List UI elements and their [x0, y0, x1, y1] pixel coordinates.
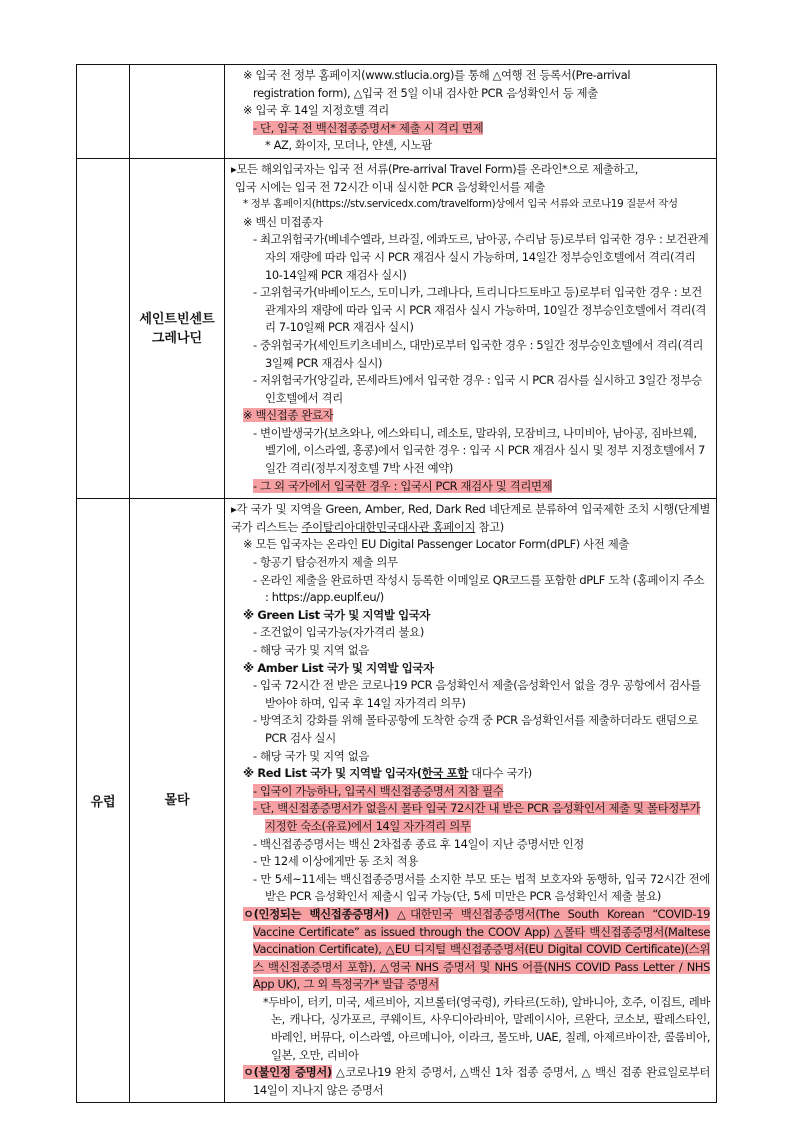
region-cell — [77, 158, 130, 498]
country-name-line1: 세인트빈센트 — [139, 311, 215, 327]
green-title: ※ Green List 국가 및 지역발 입국자 — [243, 607, 431, 622]
dplf-title: ※ 모든 입국자는 온라인 EU Digital Passenger Locator Form(dPLF) 사전 제출 — [243, 537, 630, 552]
rule-line-highlight: - 단, 백신접종증명서가 없을시 몰타 입국 72시간 내 받은 PCR 음성확인서 제출 및 몰타정부가 지정한 숙소(유료)에서 14일 자가격리 의무 — [253, 801, 701, 833]
region-cell — [77, 65, 130, 159]
rule-line: - 변이발생국가(보츠와나, 에스와티니, 레소토, 말라위, 모잠비크, 나미비아, 남아공, 짐바브웨, 벨기에, 이스라엘, 홍콩)에서 입국한 경우 : 입국 시 PCR 재검사 실시 및 정부 지정호텔에서 7일간 격리(정부지정호텔 7박 사전 예약) — [253, 425, 706, 476]
rule-cell — [225, 499, 717, 1103]
rule-line-highlight: - 입국이 가능하나, 입국시 백신접종증명서 지참 필수 — [253, 783, 504, 798]
rule-cell — [225, 158, 717, 498]
rule-line-highlight-row — [231, 800, 710, 835]
table-row-stlucia — [77, 65, 717, 159]
rule-cell — [225, 65, 717, 159]
amber-title: ※ Amber List 국가 및 지역발 입국자 — [243, 660, 434, 675]
rule-line: - 만 5세~11세는 백신접종증명서를 소지한 부모 또는 법적 보호자와 동행하, 입국 72시간 전에 받은 PCR 음성확인서 제출시 입국 가능(단, 5세 미만은 PCR 음성확인서 제출 불요) — [253, 871, 710, 904]
region-cell: 유럽 — [77, 499, 130, 1103]
rule-line: - 해당 국가 및 지역 없음 — [253, 643, 369, 657]
rule-line: - 해당 국가 및 지역 없음 — [253, 748, 369, 763]
cert-paragraph — [231, 906, 710, 994]
rule-line: - 만 12세 이상에게만 동 조치 적용 — [253, 854, 419, 869]
rule-note: * AZ, 화이자, 모더나, 얀센, 시노팜 — [265, 138, 432, 153]
rule-line: - 온라인 제출을 완료하면 작성시 등록한 이메일로 QR코드를 포함한 dPLF 도착 (홈페이지 주소 : https://app.euplf.eu/) — [253, 572, 705, 605]
red-title: ※ Red List 국가 및 지역발 입국자(한국 포함 대다수 국가) — [243, 766, 532, 781]
country-cell — [130, 158, 225, 498]
rule-line: - 저위험국가(앙길라, 몬세라트)에서 입국한 경우 : 입국 시 PCR 검사를 실시하고 3일간 정부승인호텔에서 격리 — [253, 373, 702, 405]
cert-text: △대한민국 백신접종증명서(The South Korean “COVID-19 Vaccine Certificate” as issued through the COOV App) △몰타 백신접종증명서(Maltese Vaccination Certificate), △EU 디지털 백신접종증명서(EU Digital COVID Certificate)(스위스 백신접종증명서 포함), △영국 NHS 증명서 및 NHS 어플(NHS COVID Pass Letter / NHS App UK), 그 외 특정국가* 발급 증명서 — [253, 906, 710, 992]
table-row-malta — [77, 499, 717, 1103]
rule-line-highlight: ※ 백신접종 완료자 — [243, 408, 334, 423]
noncert-label: ㅇ(불인정 증명서) — [243, 1065, 332, 1080]
rule-intro: ▸각 국가 및 지역을 Green, Amber, Red, Dark Red 네단계로 분류하여 입국제한 조치 시행(단계별 국가 리스트는 주이탈리아대한민국대사관 홈페이지 참고) — [231, 502, 710, 534]
document-page — [76, 64, 717, 1103]
rule-line: - 조건없이 입국가능(자가격리 불요) — [253, 625, 424, 640]
cert-label: ㅇ(인정되는 백신접종증명서) — [243, 906, 389, 921]
country-name-line2: 그레나딘 — [151, 330, 203, 346]
rule-line: 입국 시에는 입국 전 72시간 이내 실시한 PCR 음성확인서를 제출 — [235, 179, 545, 194]
rule-line: - 방역조치 강화를 위해 몰타공항에 도착한 승객 중 PCR 음성확인서를 제출하더라도 랜덤으로 PCR 검사 실시 — [253, 713, 698, 745]
country-cell: 몰타 — [130, 499, 225, 1103]
rule-line: - 최고위험국가(베네수엘라, 브라질, 에콰도르, 남아공, 수리남 등)로부터 입국한 경우 : 보건관계자의 재량에 따라 입국 시 PCR 재검사 실시 가능하며, 14일간 정부승인호텔에서 격리(격리 10-14일째 PCR 재검사 실시) — [253, 232, 709, 282]
korea-included: 한국 포함 — [421, 766, 468, 781]
rule-note: * 정부 홈페이지(https://stv.servicedx.com/travelform)상에서 입국 서류와 코로나19 질문서 작성 — [243, 198, 678, 211]
rule-line: ※ 입국 전 정부 홈페이지(www.stlucia.org)를 통해 △여행 전 등록서(Pre-arrival — [243, 68, 631, 82]
cert-countries: *두바이, 터키, 미국, 세르비아, 지브롤터(영국령), 카타르(도하), 알바니아, 호주, 이집트, 레바논, 캐나다, 싱가포르, 쿠웨이트, 사우디아라비아, 말레이시아, 르완다, 코소보, 팔레스타인, 바레인, 버뮤다, 이스라엘, 아르메니아, 이라크, 몰도바, UAE, 칠레, 아제르바이잔, 콜롬비아, 일본, 오만, 리비아 — [263, 994, 710, 1062]
rule-line: ▸모든 해외입국자는 입국 전 서류(Pre-arrival Travel Form)를 온라인*으로 제출하고, — [231, 161, 638, 176]
rule-line: - 백신접종증명서는 백신 2차접종 종료 후 14일이 지난 증명서만 인정 — [253, 836, 584, 851]
rule-line: registration form), △입국 전 5일 이내 검사한 PCR 음성확인서 등 제출 — [253, 85, 598, 100]
rule-line: - 입국 72시간 전 받은 코로나19 PCR 음성확인서 제출(음성확인서 없을 경우 공항에서 검사를 받아야 하며, 입국 후 14일 자가격리 의무) — [253, 678, 701, 710]
rule-line: ※ 백신 미접종자 — [243, 214, 323, 229]
rule-line: - 중위험국가(세인트키츠네비스, 대만)로부터 입국한 경우 : 5일간 정부승인호텔에서 격리(격리 3일째 PCR 재검사 실시) — [253, 337, 704, 370]
rule-line-highlight: - 단, 입국 전 백신접종증명서* 제출 시 격리 면제 — [253, 120, 484, 135]
country-cell — [130, 65, 225, 159]
rule-line-highlight: - 그 외 국가에서 입국한 경우 : 입국시 PCR 재검사 및 격리면제 — [253, 478, 553, 493]
noncert-paragraph — [231, 1064, 710, 1099]
rule-line-highlight-row — [231, 783, 710, 801]
noncert-text: △코로나19 완치 증명서, △백신 1차 접종 증명서, △ 백신 접종 완료일로부터 14일이 지나지 않은 증명서 — [253, 1065, 710, 1097]
rule-line: - 고위험국가(바베이도스, 도미니카, 그레나다, 트리니다드토바고 등)로부터 입국한 경우 : 보건관계자의 재량에 따라 입국 시 PCR 재검사 실시 가능하며, 10일간 정부승인호텔에서 격리(격리 7-10일째 PCR 재검사 실시) — [253, 285, 707, 335]
rule-line: - 항공기 탑승전까지 제출 의무 — [253, 555, 398, 570]
embassy-homepage-link[interactable]: 주이탈리아대한민국대사관 홈페이지 — [301, 519, 476, 534]
entry-rules-table — [76, 64, 717, 1103]
table-row-stvincent — [77, 158, 717, 498]
rule-line: ※ 입국 후 14일 지정호텔 격리 — [243, 103, 389, 118]
